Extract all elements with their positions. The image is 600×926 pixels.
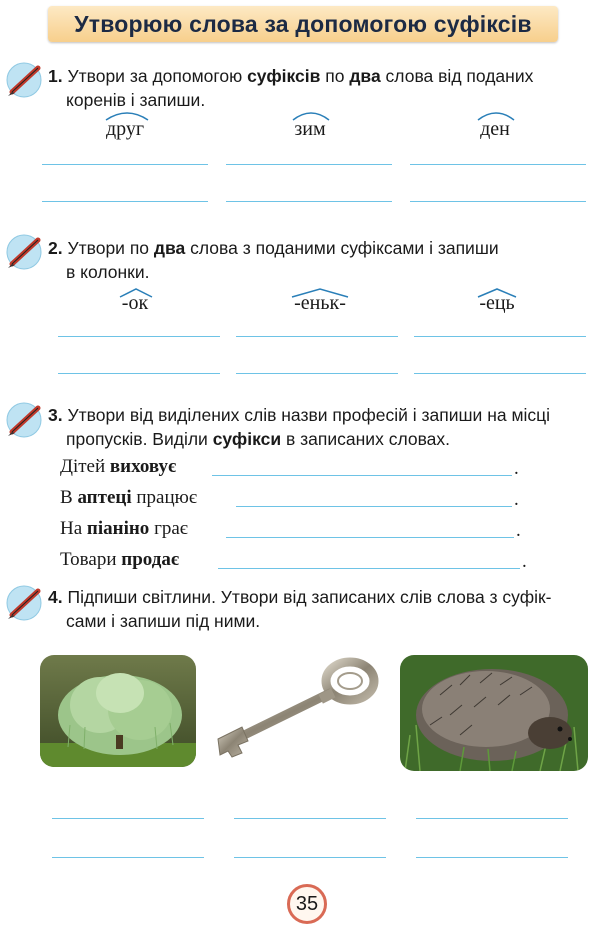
suffix-word: -ець [479, 292, 515, 314]
page-title [48, 6, 558, 42]
answer-line[interactable] [42, 164, 208, 165]
root-word: друг [105, 118, 145, 140]
task2-text-part: Утвори по [67, 238, 154, 258]
task3-number: 3. [48, 405, 63, 425]
pencil-icon [4, 400, 44, 440]
answer-line[interactable] [410, 201, 586, 202]
answer-line[interactable] [414, 336, 586, 337]
answer-line[interactable] [226, 201, 392, 202]
task2-text-line2: в колонки. [66, 262, 150, 282]
sentence [60, 456, 176, 478]
answer-line[interactable] [414, 373, 586, 374]
task2-text-part: слова з поданими суфіксами і запиши [185, 238, 499, 258]
task1-text [48, 64, 588, 112]
sentence [60, 518, 188, 540]
hedgehog-photo [400, 655, 588, 771]
willow-photo [40, 655, 196, 767]
sentence [60, 549, 179, 571]
root-word: ден [480, 118, 510, 140]
task2-text [48, 236, 588, 284]
page-title-text: Утворюю слова за допомогою суфіксів [74, 10, 532, 37]
task4-text-line2: сами і запиши під ними. [66, 611, 261, 631]
task4-number: 4. [48, 587, 63, 607]
sentence-text: На [60, 518, 87, 539]
task3-bold: суфікси [212, 429, 282, 449]
task1-bold: суфіксів [247, 66, 321, 86]
answer-line[interactable] [226, 537, 514, 538]
period: . [516, 520, 521, 541]
pencil-icon [4, 583, 44, 623]
pencil-icon [4, 60, 44, 100]
sentence-bold: аптеці [77, 487, 132, 508]
suffix-word: -ок [121, 292, 149, 314]
task4-text-line1: Підпиши світлини. Утвори від записаних слів слова з суфік- [67, 587, 552, 607]
sentence-text: В [60, 487, 78, 508]
sentence-text: працює [131, 487, 198, 508]
task1-text-part: слова від поданих [380, 66, 534, 86]
answer-line[interactable] [58, 373, 220, 374]
answer-line[interactable] [234, 857, 386, 858]
pencil-icon [4, 232, 44, 272]
suffix-word: -еньк- [294, 292, 346, 314]
period: . [514, 458, 519, 479]
sentence-bold: виховує [109, 456, 177, 477]
answer-line[interactable] [410, 164, 586, 165]
sentence-bold: продає [121, 549, 180, 570]
caption-line[interactable] [416, 818, 568, 819]
sentence [60, 487, 197, 509]
caption-line[interactable] [52, 818, 204, 819]
page-number [287, 884, 327, 924]
task3-text [48, 403, 593, 451]
sentence-text: Дітей [60, 456, 110, 477]
sentence-text: грає [149, 518, 188, 539]
answer-line[interactable] [226, 164, 392, 165]
task1-text-part: Утвори за допомогою [67, 66, 248, 86]
task1-text-part: по [320, 66, 350, 86]
period: . [514, 489, 519, 510]
answer-line[interactable] [58, 336, 220, 337]
answer-line[interactable] [218, 568, 520, 569]
task3-text-line1: Утвори від виділених слів назви професій і запиши на місці [67, 405, 551, 425]
answer-line[interactable] [212, 475, 512, 476]
task2-bold: два [153, 238, 186, 258]
sentence-bold: піаніно [86, 518, 150, 539]
task3-text-part: пропусків. Виділи [66, 429, 213, 449]
answer-line[interactable] [42, 201, 208, 202]
answer-line[interactable] [416, 857, 568, 858]
answer-line[interactable] [52, 857, 204, 858]
task2-number: 2. [48, 238, 63, 258]
caption-line[interactable] [234, 818, 386, 819]
root-word: зим [294, 118, 326, 140]
task1-text-line2: коренів і запиши. [66, 90, 206, 110]
key-photo [208, 655, 384, 767]
period: . [522, 551, 527, 572]
task4-text [48, 585, 593, 633]
answer-line[interactable] [236, 506, 512, 507]
sentence-text: Товари [60, 549, 122, 570]
task3-text-part: в записаних словах. [281, 429, 451, 449]
task1-bold: два [349, 66, 381, 86]
answer-line[interactable] [236, 373, 398, 374]
page-number-text: 35 [295, 892, 319, 915]
answer-line[interactable] [236, 336, 398, 337]
task1-number: 1. [48, 66, 63, 86]
